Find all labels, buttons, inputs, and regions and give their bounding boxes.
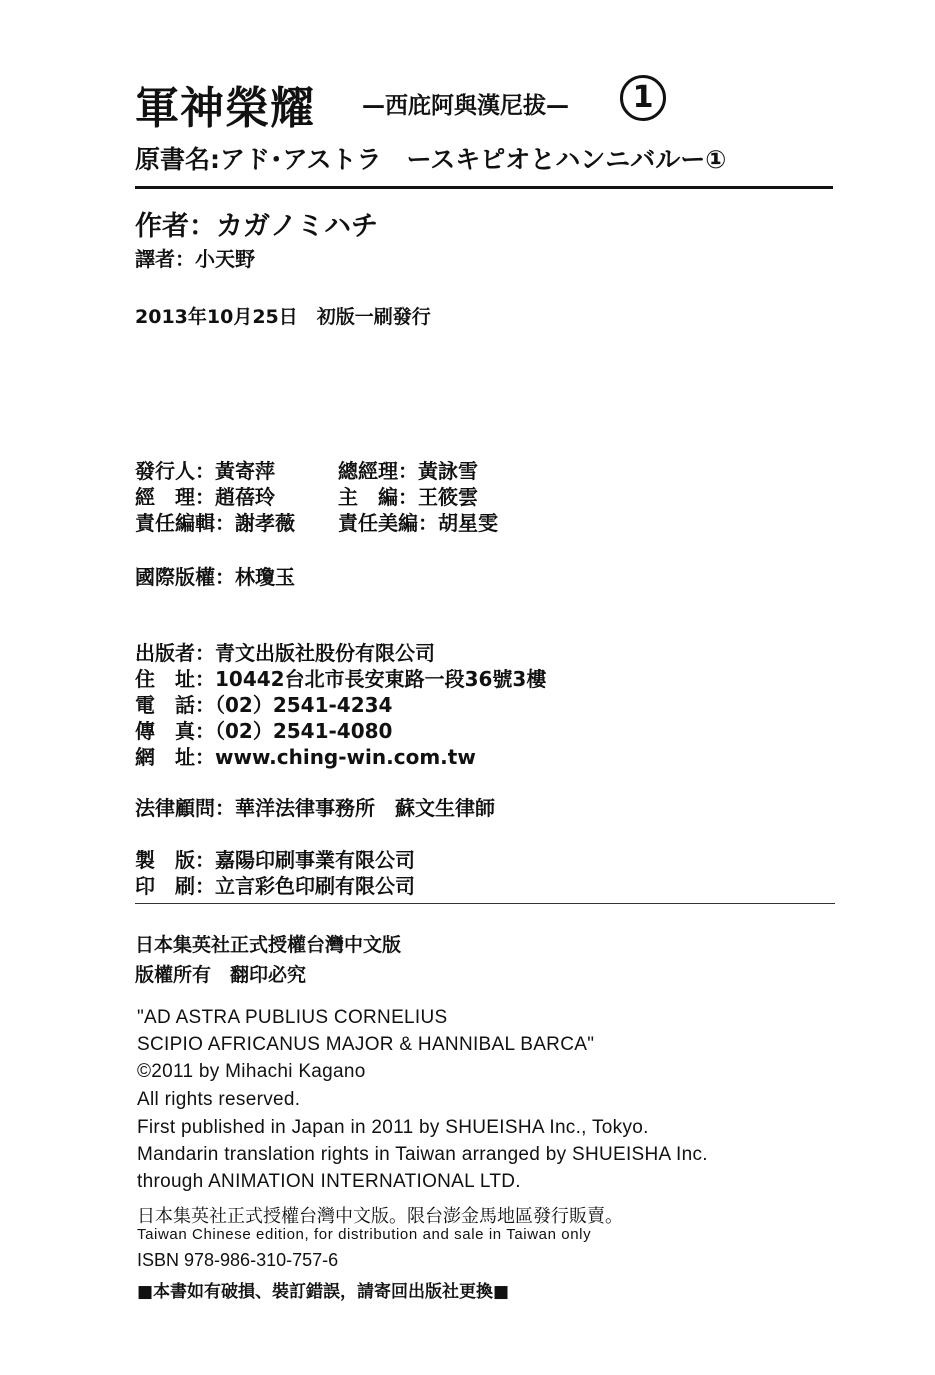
distribution-notice-cn: 日本集英社正式授權台灣中文版。限台澎金馬地區發行販賣。 — [137, 1206, 623, 1227]
publisher-phone: 電 話：（02）2541-4234 — [135, 693, 393, 717]
printing: 印 刷：立言彩色印刷有限公司 — [135, 874, 415, 898]
english-credit-line: "AD ASTRA PUBLIUS CORNELIUS — [137, 1007, 448, 1028]
english-credit-line: Mandarin translation rights in Taiwan arranged by SHUEISHA Inc. — [137, 1144, 708, 1165]
staff-left-1: 發行人：黃寄萍 — [135, 459, 275, 483]
staff-right-1: 總經理：黃詠雪 — [338, 459, 478, 483]
english-credit-line: All rights reserved. — [137, 1089, 301, 1110]
license-divider — [135, 903, 835, 904]
rights-manager: 國際版權：林瓊玉 — [135, 565, 295, 589]
english-credit-line: SCIPIO AFRICANUS MAJOR & HANNIBAL BARCA" — [137, 1034, 595, 1055]
staff-right-2: 主 編：王筱雲 — [338, 485, 478, 509]
translator-credit: 譯者：小天野 — [135, 247, 255, 271]
publisher-website: 網 址：www.ching-win.com.tw — [135, 745, 476, 769]
english-credit-line: First published in Japan in 2011 by SHUEISHA Inc., Tokyo. — [137, 1117, 649, 1138]
publisher-name: 出版者：青文出版社股份有限公司 — [135, 641, 435, 665]
plate-making: 製 版：嘉陽印刷事業有限公司 — [135, 848, 415, 872]
original-title: 原書名:アド･アストラ ースキピオとハンニバルー① — [135, 145, 727, 174]
copyright-notice: 版權所有 翻印必究 — [135, 964, 307, 986]
english-credit-line: ©2011 by Mihachi Kagano — [137, 1061, 366, 1082]
author-credit: 作者：カガノミハチ — [135, 211, 378, 242]
publication-date: 2013年10月25日 初版一刷發行 — [135, 306, 431, 328]
license-notice: 日本集英社正式授權台灣中文版 — [135, 934, 402, 956]
publisher-fax: 傳 真：（02）2541-4080 — [135, 719, 393, 743]
staff-right-3: 責任美編：胡星雯 — [338, 511, 498, 535]
isbn: ISBN 978-986-310-757-6 — [137, 1250, 339, 1270]
staff-left-3: 責任編輯：謝孝薇 — [135, 511, 295, 535]
staff-left-2: 經 理：趙蓓玲 — [135, 485, 275, 509]
replacement-note: ■本書如有破損、裝訂錯誤，請寄回出版社更換■ — [137, 1282, 510, 1302]
book-subtitle: —西庇阿與漢尼拔— — [362, 93, 569, 119]
legal-counsel: 法律顧問：華洋法律事務所 蘇文生律師 — [135, 796, 495, 820]
publisher-address: 住 址：10442台北市長安東路一段36號3樓 — [135, 667, 547, 691]
distribution-notice-en: Taiwan Chinese edition, for distribution and sale in Taiwan only — [137, 1226, 592, 1243]
book-title: 軍神榮耀 — [135, 83, 315, 134]
english-credit-line: through ANIMATION INTERNATIONAL LTD. — [137, 1171, 521, 1192]
header-divider — [135, 186, 833, 189]
volume-number-badge: 1 — [620, 75, 666, 121]
